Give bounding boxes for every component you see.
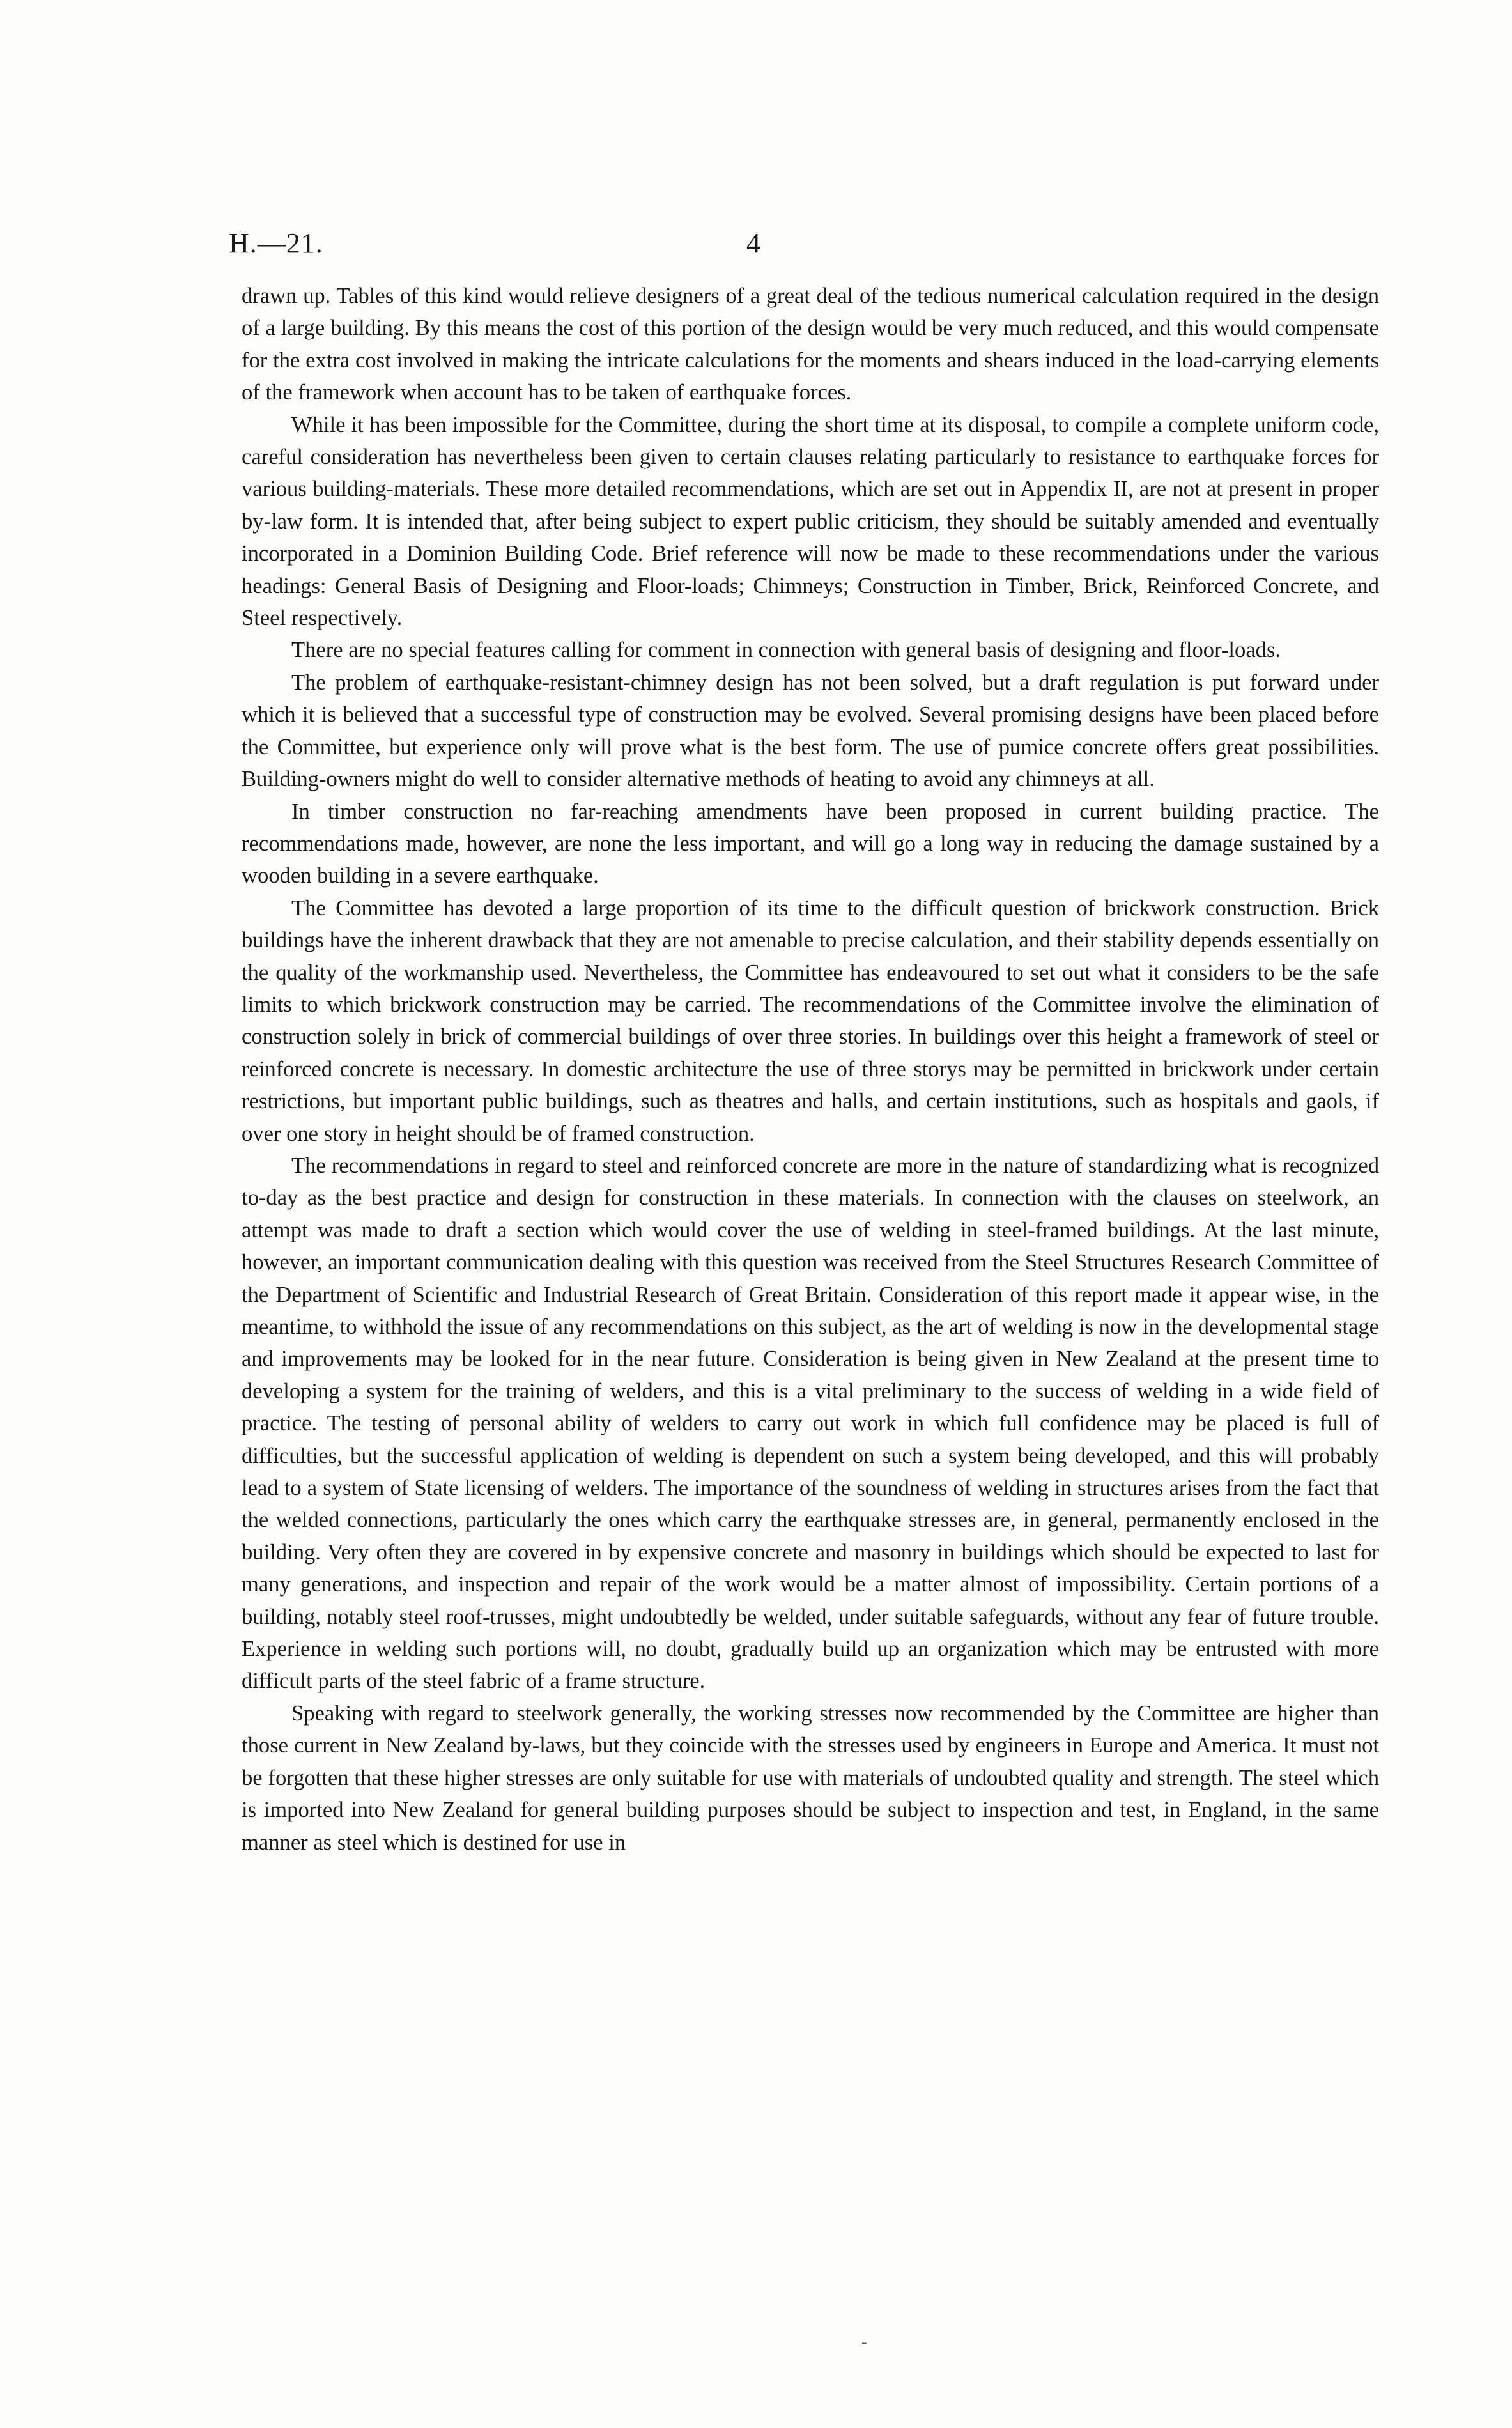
page-header (229, 227, 1379, 265)
document-reference: H.—21. (229, 228, 323, 259)
paragraph-brickwork: The Committee has devoted a large proportion of its time to the difficult question of brickwork construction. Brick buildings have the inherent drawback that they are not amenable to precise calculation, and their stability depends essentially on the quality of the workmanship used. Nevertheless, the Committee has endeavoured to set out what it considers to be the safe limits to which brickwork construction may be carried. The recommendations of the Committee involve the elimination of construction solely in brick of commercial buildings of over three stories. In buildings over this height a framework of steel or reinforced concrete is necessary. In domestic architecture the use of three storys may be permitted in brickwork under certain restrictions, but important public buildings, such as theatres and halls, and certain institutions, such as hospitals and gaols, if over one story in height should be of framed construction. (242, 895, 1379, 1146)
body-text (242, 280, 1379, 1859)
page-number: 4 (746, 228, 760, 259)
paragraph-steelwork-stresses: Speaking with regard to steelwork generally, the working stresses now recommended by the Committee are higher than those current in New Zealand by-laws, but they coincide with the stresses used by engineers in Europe and America. It must not be forgotten that these higher stresses are only suitable for use with materials of undoubted quality and strength. The steel which is imported into New Zealand for general building purposes should be subject to inspection and test, in England, in the same manner as steel which is destined for use in (242, 1701, 1379, 1855)
paragraph-floor-loads: There are no special features calling for comment in connection with general basis of designing and floor-loads. (291, 638, 1281, 663)
paragraph-steel-welding: The recommendations in regard to steel and reinforced concrete are more in the nature of standardizing what is recognized to-day as the best practice and design for construction in these materials. In connection with the clauses on steelwork, an attempt was made to draft a section which would cover the use of welding in steel-framed buildings. At the last minute, however, an important communication dealing with this question was received from the Steel Structures Research Committee of the Department of Scientific and Industrial Research of Great Britain. Consideration of this report made it appear wise, in the meantime, to withhold the issue of any recommendations on this subject, as the art of welding is now in the developmental stage and improvements may be looked for in the near future. Consideration is being given in New Zealand at the present time to developing a system for the training of welders, and this is a vital preliminary to the success of welding in a wide field of practice. The testing of personal ability of welders to carry out work in which full confidence may be placed is full of difficulties, but the successful application of welding is dependent on such a system being developed, and this will probably lead to a system of State licensing of welders. The importance of the soundness of welding in structures arises from the fact that the welded connections, particularly the ones which carry the earthquake stresses are, in general, permanently enclosed in the building. Very often they are covered in by expensive concrete and masonry in buildings which should be expected to last for many generations, and inspection and repair of the work would be a matter almost of impossibility. Certain portions of a building, notably steel roof-trusses, might undoubtedly be welded, under suitable safeguards, without any fear of future trouble. Experience in welding such portions will, no doubt, gradually build up an organization which may be entrusted with more difficult parts of the steel fabric of a frame structure. (242, 1153, 1379, 1694)
paragraph-timber: In timber construction no far-reaching amendments have been proposed in current building practice. The recommendations made, however, are none the less important, and will go a long way in reducing the damage sustained by a wooden building in a severe earthquake. (242, 799, 1379, 888)
footer-mark: - (861, 2333, 867, 2351)
paragraph-committee-code: While it has been impossible for the Committee, during the short time at its disposal, to compile a complete uniform code, careful consideration has nevertheless been given to certain clauses relating particularly to resistance to earthquake forces for various building-materials. These more detailed recommendations, which are set out in Appendix II, are not at present in proper by-law form. It is intended that, after being subject to expert public criticism, they should be suitably amended and eventually incorporated in a Dominion Building Code. Brief reference will now be made to these recommendations under the various headings: General Basis of Designing and Floor-loads; Chimneys; Construction in Timber, Brick, Reinforced Concrete, and Steel respectively. (242, 412, 1379, 631)
paragraph-chimneys: The problem of earthquake-resistant-chimney design has not been solved, but a draft regulation is put forward under which it is believed that a successful type of construction may be evolved. Several promising designs have been placed before the Committee, but experience only will prove what is the best form. The use of pumice concrete offers great possibilities. Building-owners might do well to consider alternative methods of heating to avoid any chimneys at all. (242, 670, 1379, 792)
paragraph-continued: drawn up. Tables of this kind would relieve designers of a great deal of the tedious numerical calculation required in the design of a large building. By this means the cost of this portion of the design would be very much reduced, and this would compensate for the extra cost involved in making the intricate calculations for the moments and shears induced in the load-carrying elements of the framework when account has to be taken of earthquake forces. (242, 284, 1379, 405)
